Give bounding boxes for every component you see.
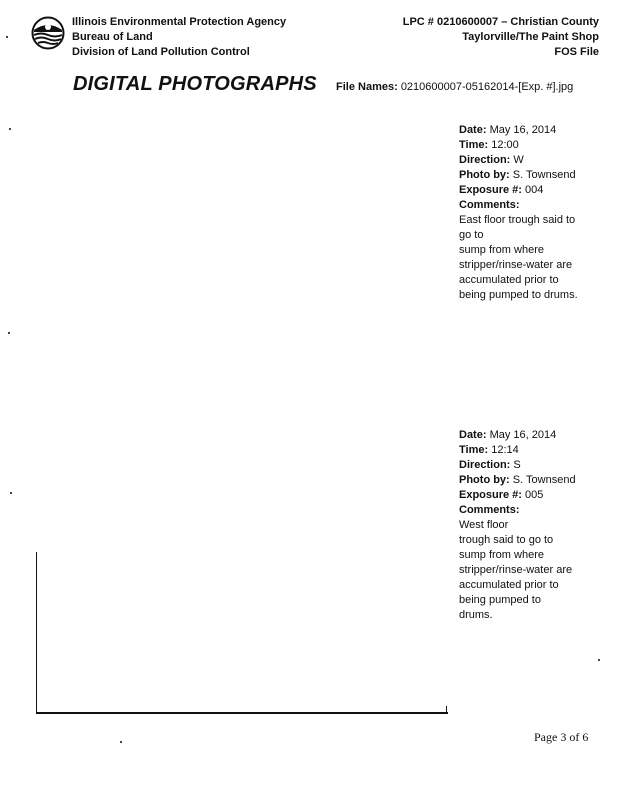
comment-line: East floor trough said to <box>459 214 576 226</box>
comment-line: go to <box>459 229 484 241</box>
photo-frame-bottom-edge <box>36 712 448 714</box>
scan-speck <box>6 36 8 38</box>
division-name: Division of Land Pollution Control <box>72 46 250 58</box>
direction-value: S <box>513 459 521 471</box>
comment-line: being pumped to <box>459 594 541 606</box>
time-row <box>459 443 609 458</box>
comments-label-row <box>459 198 609 213</box>
scan-speck <box>598 659 600 661</box>
time-value: 12:00 <box>491 139 519 151</box>
page-number: Page 3 of 6 <box>534 730 589 744</box>
scan-speck <box>9 128 11 130</box>
direction-label: Direction: <box>459 154 511 166</box>
lpc-number: LPC # 0210600007 – Christian County <box>402 16 599 28</box>
direction-value: W <box>513 154 524 166</box>
comment-line: West floor <box>459 519 509 531</box>
exposure-value: 004 <box>525 184 544 196</box>
photo-by-value: S. Townsend <box>512 169 576 181</box>
exposure-row <box>459 183 609 198</box>
bureau-name: Bureau of Land <box>72 31 153 43</box>
time-value: 12:14 <box>491 444 519 456</box>
file-names-value: 0210600007-05162014-[Exp. #].jpg <box>400 81 574 93</box>
time-label: Time: <box>459 444 489 456</box>
agency-block <box>72 15 286 60</box>
comment-line: drums. <box>459 609 493 621</box>
exposure-row <box>459 488 609 503</box>
file-names <box>336 81 573 93</box>
scan-speck <box>8 332 10 334</box>
direction-label: Direction: <box>459 459 511 471</box>
comment-line: being pumped to drums. <box>459 289 578 301</box>
comment-line: accumulated prior to <box>459 274 559 286</box>
photo-info-2 <box>459 428 609 623</box>
photo-by-row <box>459 473 609 488</box>
comment-line: trough said to go to <box>459 534 554 546</box>
photo-info-1 <box>459 123 609 303</box>
comments-label: Comments: <box>459 199 520 211</box>
date-value: May 16, 2014 <box>489 124 557 136</box>
scan-speck <box>10 492 12 494</box>
time-label: Time: <box>459 139 489 151</box>
direction-row <box>459 153 609 168</box>
date-label: Date: <box>459 429 487 441</box>
direction-row <box>459 458 609 473</box>
page-title: DIGITAL PHOTOGRAPHS <box>73 73 317 95</box>
file-names-label: File Names: <box>336 81 398 93</box>
date-label: Date: <box>459 124 487 136</box>
exposure-label: Exposure #: <box>459 489 522 501</box>
agency-logo-icon <box>31 16 65 50</box>
agency-name: Illinois Environmental Protection Agency <box>72 16 287 28</box>
comments-label-row <box>459 503 609 518</box>
photo-by-value: S. Townsend <box>512 474 576 486</box>
photo-frame-left-edge <box>36 552 37 714</box>
date-row <box>459 123 609 138</box>
comment-line: sump from where <box>459 549 544 561</box>
photo-by-label: Photo by: <box>459 169 510 181</box>
comments-label: Comments: <box>459 504 520 516</box>
site-name: Taylorville/The Paint Shop <box>462 31 599 43</box>
date-row <box>459 428 609 443</box>
comment-line: accumulated prior to <box>459 579 559 591</box>
time-row <box>459 138 609 153</box>
comment-line: sump from where <box>459 244 544 256</box>
comment-line: stripper/rinse-water are <box>459 564 573 576</box>
photo-by-label: Photo by: <box>459 474 510 486</box>
photo-by-row <box>459 168 609 183</box>
site-id-block <box>403 15 599 60</box>
file-type: FOS File <box>554 46 599 58</box>
date-value: May 16, 2014 <box>489 429 557 441</box>
exposure-value: 005 <box>525 489 544 501</box>
exposure-label: Exposure #: <box>459 184 522 196</box>
comment-line: stripper/rinse-water are <box>459 259 573 271</box>
photo-frame-right-edge <box>446 706 447 714</box>
scan-speck <box>120 741 122 743</box>
